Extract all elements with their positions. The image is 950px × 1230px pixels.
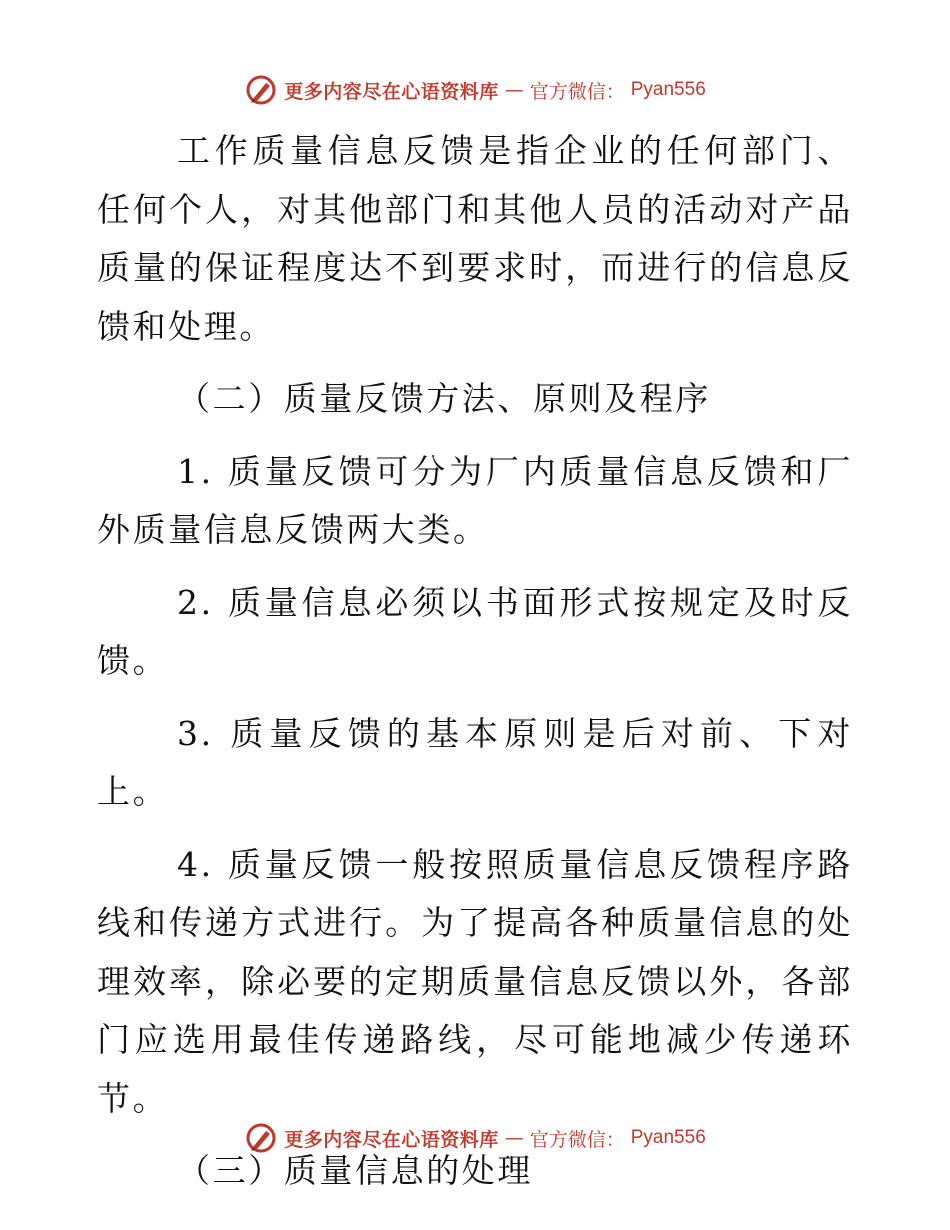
banner-site-text: 更多内容尽在心语资料库 [284,80,499,103]
header-banner [0,70,950,110]
banner-site-text: 更多内容尽在心语资料库 [284,1128,499,1151]
document-body [97,122,853,1201]
banner-separator: — [504,79,524,101]
list-item-3: 3. 质量反馈的基本原则是后对前、下对上。 [97,713,853,811]
banner-wechat-id: Pyan556 [630,79,706,100]
paragraph-work-quality-feedback: 工作质量信息反馈是指企业的任何部门、任何个人，对其他部门和其他人员的活动对产品质量的保证程度达不到要求时，而进行的信息反馈和处理。 [97,131,853,346]
pen-circle-icon [244,1121,278,1155]
list-item-1: 1. 质量反馈可分为厂内质量信息反馈和厂外质量信息反馈两大类。 [97,451,853,549]
list-item-2: 2. 质量信息必须以书面形式按规定及时反馈。 [97,582,853,680]
section-heading-info-processing: （三）质量信息的处理 [177,1151,533,1190]
footer-banner [0,1118,950,1158]
pen-circle-icon [244,73,278,107]
list-item-4: 4. 质量反馈一般按照质量信息反馈程序路线和传递方式进行。为了提高各种质量信息的处理效率，除必要的定期质量信息反馈以外，各部门应选用最佳传递路线，尽可能地减少传递环节。 [97,844,853,1118]
section-heading-feedback-methods: （二）质量反馈方法、原则及程序 [177,379,711,418]
banner-wechat-id: Pyan556 [630,1127,706,1148]
banner-separator: — [504,1127,524,1149]
banner-wechat-label: 官方微信： [529,1128,625,1151]
banner-wechat-label: 官方微信： [529,80,625,103]
